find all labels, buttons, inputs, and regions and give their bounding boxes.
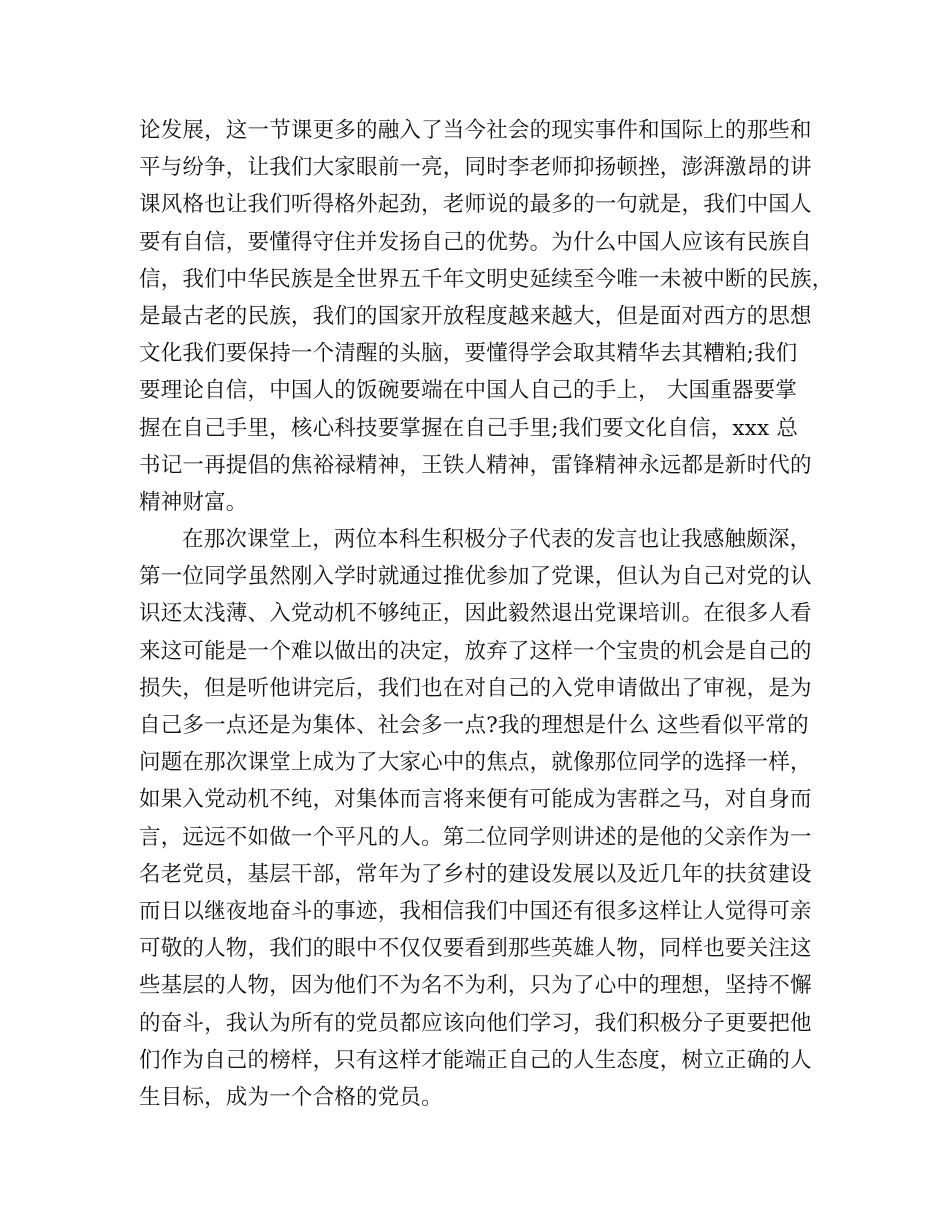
text-line: 平与纷争，让我们大家眼前一亮，同时李老师抑扬顿挫，澎湃激昂的讲 <box>139 155 812 181</box>
text-line: 如果入党动机不纯，对集体而言将来便有可能成为害群之马，对自身而 <box>139 787 812 813</box>
text-line: 生目标，成为一个合格的党员。 <box>139 1084 443 1110</box>
text-line: 课风格也让我们听得格外起劲，老师说的最多的一句就是，我们中国人 <box>139 192 812 218</box>
text-line: 些基层的人物，因为他们不为名不为利，只为了心中的理想，坚持不懈 <box>139 973 812 999</box>
text-line: 在那次课堂上，两位本科生积极分子代表的发言也让我感触颇深， <box>182 527 812 553</box>
text-line: 精神财富。 <box>139 489 248 515</box>
text-line: 文化我们要保持一个清醒的头脑，要懂得学会取其精华去其糟粕;我们 <box>139 341 798 367</box>
text-line: 要理论自信，中国人的饭碗要端在中国人自己的手上， 大国重器要掌 <box>139 378 798 404</box>
text-line: 们作为自己的榜样，只有这样才能端正自己的人生态度，树立正确的人 <box>139 1047 812 1073</box>
paragraph-2 <box>139 521 829 1116</box>
paragraph-1 <box>139 112 834 521</box>
text-line: 问题在那次课堂上成为了大家心中的焦点，就像那位同学的选择一样， <box>139 750 812 776</box>
text-line: 识还太浅薄、入党动机不够纯正，因此毅然退出党课培训。在很多人看 <box>139 601 812 627</box>
text-line: 信，我们中华民族是全世界五千年文明史延续至今唯一未被中断的民族， <box>139 266 834 292</box>
text-line: 损失，但是听他讲完后，我们也在对自己的入党申请做出了审视，是为 <box>139 675 812 701</box>
text-line: 自己多一点还是为集体、社会多一点?我的理想是什么 这些看似平常的 <box>139 713 809 738</box>
text-line: 论发展，这一节课更多的融入了当今社会的现实事件和国际上的那些和 <box>139 118 812 143</box>
text-line: 的奋斗，我认为所有的党员都应该向他们学习，我们积极分子更要把他 <box>139 1010 812 1036</box>
body-text <box>139 112 834 1116</box>
text-line: 名老党员，基层干部，常年为了乡村的建设发展以及近几年的扶贫建设 <box>139 861 812 887</box>
text-line: 是最古老的民族，我们的国家开放程度越来越大，但是面对西方的思想 <box>139 303 812 329</box>
text-line: 书记一再提倡的焦裕禄精神，王铁人精神，雷锋精神永远都是新时代的 <box>139 452 812 478</box>
text-line: 可敬的人物，我们的眼中不仅仅要看到那些英雄人物，同样也要关注这 <box>139 936 812 962</box>
text-line: 言，远远不如做一个平凡的人。第二位同学则讲述的是他的父亲作为一 <box>139 824 812 850</box>
text-line: 要有自信，要懂得守住并发扬自己的优势。为什么中国人应该有民族自 <box>139 229 812 255</box>
text-line: 第一位同学虽然刚入学时就通过推优参加了党课，但认为自己对党的认 <box>139 564 812 590</box>
text-line: 握在自己手里，核心科技要掌握在自己手里;我们要文化自信，xxx 总 <box>139 415 799 441</box>
text-line: 来这可能是一个难以做出的决定，放弃了这样一个宝贵的机会是自己的 <box>139 638 812 664</box>
text-line: 而日以继夜地奋斗的事迹，我相信我们中国还有很多这样让人觉得可亲 <box>139 898 812 924</box>
